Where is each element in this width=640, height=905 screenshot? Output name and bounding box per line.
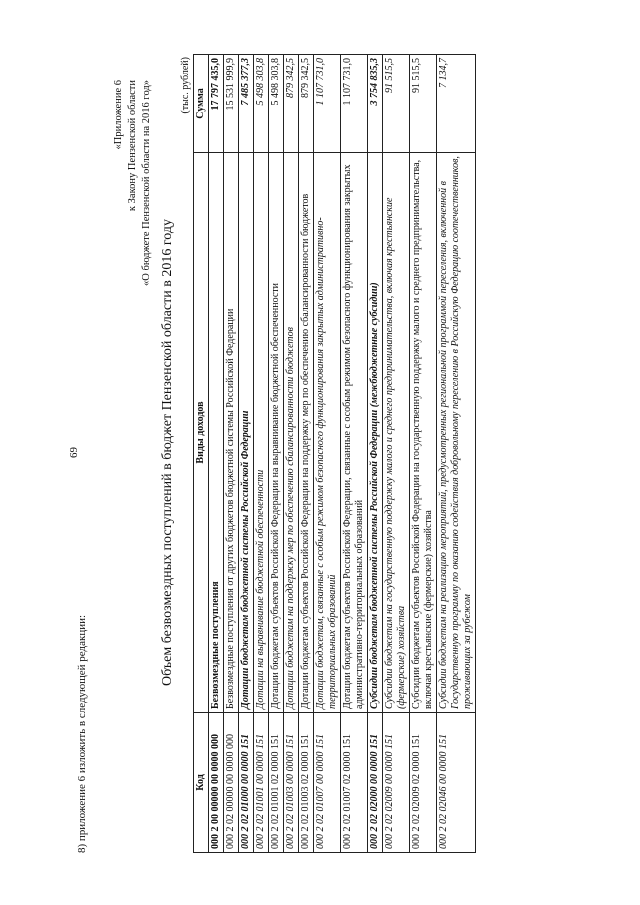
appendix-line-3: «О бюджете Пензенской области на 2016 год» [141,80,152,286]
appendix-line-1: «Приложение 6 [113,80,124,150]
table-row [224,55,239,853]
row-name: Субсидии бюджетам бюджетной системы Российской Федерации (межбюджетные субсидии) [368,153,383,713]
row-name: Дотации бюджетам субъектов Российской Федерации на поддержку мер по обеспечению сбалансированности бюджетов [299,153,314,713]
row-code: 000 2 02 01003 00 0000 151 [284,713,299,853]
row-sum: 3 754 835,3 [368,55,383,153]
table-row [284,55,299,853]
row-code: 000 2 02 01007 00 0000 151 [314,713,341,853]
row-name: Дотации бюджетам субъектов Российской Федерации, связанные с особым режимом безопасного функционирования закрытых административно-территориальных образований [341,153,368,713]
row-sum: 15 531 999,9 [224,55,239,153]
row-code: 000 2 02 01001 00 0000 151 [254,713,269,853]
row-code: 000 2 02 01007 02 0000 151 [341,713,368,853]
table-row [269,55,284,853]
row-code: 000 2 02 02000 00 0000 151 [368,713,383,853]
row-sum: 1 107 731,0 [314,55,341,153]
appendix-header [112,80,154,286]
row-sum: 7 134,7 [437,55,476,153]
row-sum: 7 485 377,3 [239,55,254,153]
document-title: Объем безвозмездных поступлений в бюджет Пензенской области в 2016 году [160,219,175,686]
table-row [239,55,254,853]
header-sum: Сумма [194,55,209,153]
row-code: 000 2 02 01003 02 0000 151 [299,713,314,853]
row-code: 000 2 02 02046 00 0000 151 [437,713,476,853]
table-row [368,55,383,853]
table-row [341,55,368,853]
row-name: Дотации бюджетам субъектов Российской Федерации на выравнивание бюджетной обеспеченности [269,153,284,713]
revenue-table [193,54,476,853]
intro-text: 8) приложение 6 изложить в следующей редакции: [76,614,88,853]
row-name: Дотации бюджетам бюджетной системы Российской Федерации [239,153,254,713]
table-row [314,55,341,853]
row-sum: 91 515,5 [383,55,410,153]
header-name: Виды доходов [194,153,209,713]
row-name: Дотации бюджетам, связанные с особым режимом безопасного функционирования закрытых административно-территориальных образований [314,153,341,713]
row-name: Безвозмездные поступления от других бюджетов бюджетной системы Российской Федерации [224,153,239,713]
unit-label: (тыс. рублей) [180,57,191,114]
table-header-row [194,55,209,853]
header-code: Код [194,713,209,853]
table-row [437,55,476,853]
appendix-line-2: к Закону Пензенской области [127,80,138,212]
row-name: Дотации бюджетам на поддержку мер по обеспечению сбалансированности бюджетов [284,153,299,713]
page-number: 69 [68,447,80,458]
row-sum: 17 797 435,0 [209,55,224,153]
row-name: Безвозмездные поступления [209,153,224,713]
row-name: Субсидии бюджетам субъектов Российской Федерации на государственную поддержку малого и среднего предпринимательства, включая крестьянские (фермерские) хозяйства [410,153,437,713]
table-row [254,55,269,853]
row-sum: 879 342,5 [284,55,299,153]
row-sum: 91 515,5 [410,55,437,153]
table-row [209,55,224,853]
table-row [383,55,410,853]
row-code: 000 2 02 01000 00 0000 151 [239,713,254,853]
row-name: Субсидии бюджетам на государственную поддержку малого и среднего предпринимательства, включая крестьянские (фермерские) хозяйства [383,153,410,713]
table-row [410,55,437,853]
row-sum: 1 107 731,0 [341,55,368,153]
row-code: 000 2 00 00000 00 0000 000 [209,713,224,853]
row-code: 000 2 02 02009 02 0000 151 [410,713,437,853]
row-sum: 5 498 303,8 [254,55,269,153]
table-row [299,55,314,853]
row-name: Субсидии бюджетам на реализацию мероприятий, предусмотренных региональной программой переселения, включенной в Государственную программу по оказанию содействия добровольному переселению в Российскую Федерацию соотечественников, проживающих за рубежом [437,153,476,713]
row-code: 000 2 02 02009 00 0000 151 [383,713,410,853]
row-code: 000 2 02 00000 00 0000 000 [224,713,239,853]
row-sum: 5 498 303,8 [269,55,284,153]
row-name: Дотации на выравнивание бюджетной обеспеченности [254,153,269,713]
row-sum: 879 342,5 [299,55,314,153]
row-code: 000 2 02 01001 02 0000 151 [269,713,284,853]
